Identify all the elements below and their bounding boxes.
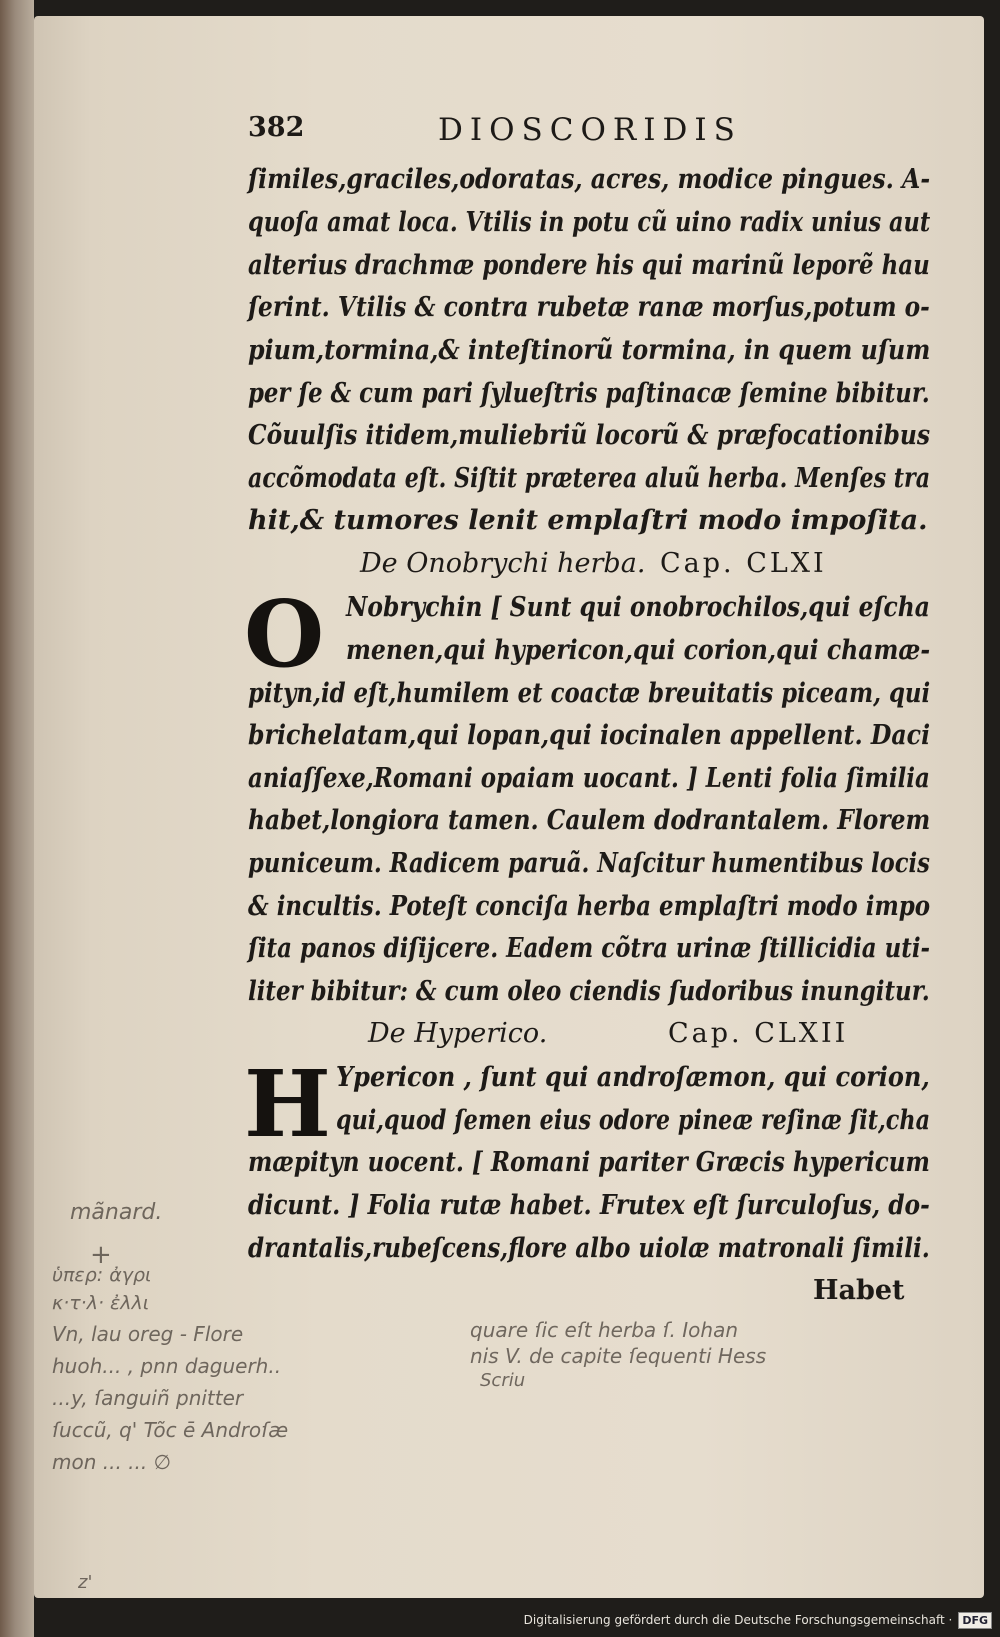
text-line: qui,quod ſemen eius odore pineæ reſinæ ſit,cha [336, 1105, 931, 1136]
text-line: ſerint. Vtilis & contra rubetæ ranæ morſus,potum o- [248, 292, 930, 323]
chapter-heading [360, 548, 827, 579]
text-line: per ſe & cum pari ſylueſtris paſtinacæ ſemine bibitur. [248, 378, 930, 409]
page-header [248, 112, 928, 152]
handwritten-note: z' [78, 1572, 93, 1593]
text-line: pium,tormina,& inteſtinorũ tormina, in quem uſum [248, 335, 931, 366]
text-line: quoſa amat loca. Vtilis in potu cũ uino radix unius aut [248, 207, 931, 238]
text-line: drantalis,rubeſcens,flore albo uiolæ matronali ſimili. [248, 1233, 930, 1264]
text-line: ſita panos diſijcere. Eadem cõtra urinæ ſtillicidia uti- [248, 933, 931, 964]
handwritten-note: + [90, 1240, 112, 1270]
text-line: mæpityn uocent. [ Romani pariter Græcis hypericum [248, 1147, 930, 1178]
handwritten-note: ...y, ſanguiñ pnitter [52, 1386, 244, 1410]
text-line: aniaſſexe,Romani opaiam uocant. ] Lenti folia ſimilia [248, 763, 930, 794]
digitization-footer [524, 1605, 992, 1635]
text-line: menen,qui hypericon,qui corion,qui chamæ- [346, 635, 931, 666]
catchword: Habet [813, 1275, 905, 1306]
chapter-title: De Onobrychi herba. [360, 548, 646, 579]
text-line: habet,longiora tamen. Caulem dodrantalem. Florem [248, 805, 931, 836]
text-line: ſimiles,graciles,odoratas, acres, modice pingues. A- [248, 164, 931, 195]
handwritten-note: ὑπερ: ἀγρι [52, 1264, 152, 1286]
running-head: DIOSCORIDIS [438, 112, 742, 148]
handwritten-note: Scriu [480, 1370, 526, 1391]
text-line: Cõuulſis itidem,muliebriũ locorũ & præfocationibus [248, 420, 931, 451]
handwritten-note: huoh... , pnn daguerh.. [52, 1354, 282, 1378]
handwritten-note: mãnard. [70, 1200, 163, 1225]
handwritten-note: ſuccũ, q' Tõc ē Androſæ [52, 1418, 289, 1442]
page-number: 382 [248, 112, 305, 143]
handwritten-note: nis V. de capite ſequenti Hess [470, 1344, 767, 1368]
text-line: brichelatam,qui lopan,qui iocinalen appellent. Daci [248, 720, 931, 751]
handwritten-note: Vn, lau oreg - Flore [52, 1322, 244, 1346]
text-line: alterius drachmæ pondere his qui marinũ leporẽ hau [248, 250, 930, 281]
text-line: Ypericon , ſunt qui androſæmon, qui corion, [336, 1062, 930, 1093]
book-spine [0, 0, 34, 1637]
text-line: dicunt. ] Folia rutæ habet. Frutex eſt ſurculoſus, do- [248, 1190, 930, 1221]
chapter-number: Cap. CLXI [660, 548, 827, 579]
text-line: liter bibitur: & cum oleo ciendis ſudoribus inungitur. [248, 976, 930, 1007]
dfg-logo: DFG [958, 1612, 992, 1629]
handwritten-note: κ·τ·λ· ἐλλι [52, 1292, 150, 1314]
footer-text: Digitalisierung gefördert durch die Deutsche Forschungsgemeinschaft · [523, 1613, 953, 1627]
chapter-title: De Hyperico. [368, 1018, 548, 1049]
chapter-heading [368, 1018, 849, 1049]
text-line: Nobrychin [ Sunt qui onobrochilos,qui eſcha [346, 592, 930, 623]
text-line: hit,& tumores lenit emplaſtri modo impoſita. [248, 505, 928, 536]
drop-capital: H [244, 1050, 331, 1158]
text-line: pityn,id eſt,humilem et coactæ breuitatis piceam, qui [248, 678, 931, 709]
handwritten-note: quare ſic eſt herba ſ. Iohan [470, 1318, 739, 1342]
chapter-number: Cap. CLXII [668, 1018, 849, 1049]
text-line: & incultis. Poteſt conciſa herba emplaſtri modo impo [248, 891, 931, 922]
text-line: accõmodata eſt. Siſtit præterea aluũ herba. Menſes tra [248, 463, 931, 494]
handwritten-note: mon ... ... ∅ [52, 1450, 172, 1474]
drop-capital: O [244, 580, 325, 688]
text-line: puniceum. Radicem paruã. Naſcitur humentibus locis [248, 848, 930, 879]
